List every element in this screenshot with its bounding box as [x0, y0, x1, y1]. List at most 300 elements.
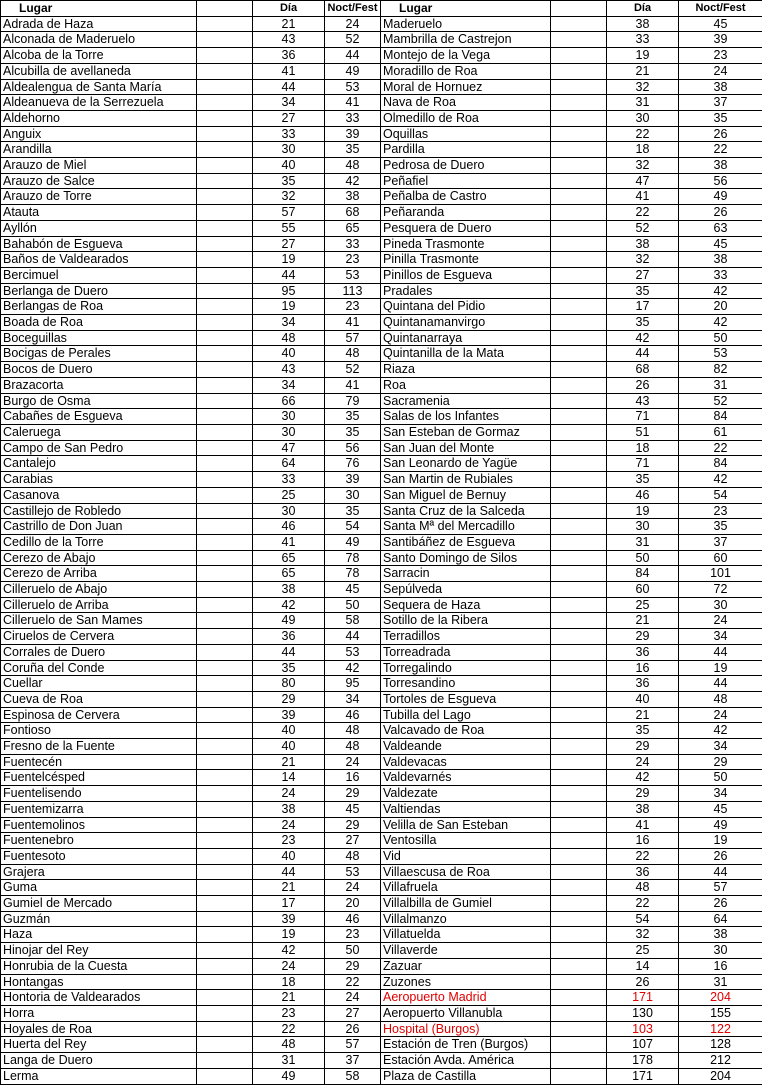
empty-cell [551, 267, 607, 283]
day-rate-cell: 65 [253, 550, 325, 566]
day-rate-cell: 25 [607, 597, 679, 613]
table-row [1, 864, 762, 880]
place-cell: Anguix [1, 126, 197, 142]
day-rate-cell: 32 [253, 189, 325, 205]
night-rate-cell: 155 [679, 1006, 762, 1022]
night-rate-cell: 58 [325, 1068, 381, 1084]
place-cell: Quintanamanvirgo [381, 315, 551, 331]
place-cell: Fontioso [1, 723, 197, 739]
empty-cell [197, 79, 253, 95]
night-rate-cell: 16 [325, 770, 381, 786]
empty-cell [197, 1021, 253, 1037]
night-rate-cell: 49 [679, 189, 762, 205]
day-rate-cell: 38 [607, 16, 679, 32]
night-rate-cell: 41 [325, 377, 381, 393]
empty-cell [551, 644, 607, 660]
empty-cell [551, 1053, 607, 1069]
day-rate-cell: 33 [607, 32, 679, 48]
empty-cell [197, 848, 253, 864]
night-rate-cell: 26 [679, 126, 762, 142]
table-row [1, 205, 762, 221]
place-cell: San Leonardo de Yagüe [381, 456, 551, 472]
night-rate-cell: 52 [679, 393, 762, 409]
place-cell: Arauzo de Miel [1, 158, 197, 174]
empty-cell [551, 48, 607, 64]
place-cell: Quintanilla de la Mata [381, 346, 551, 362]
table-row [1, 597, 762, 613]
empty-cell [551, 189, 607, 205]
night-rate-cell: 113 [325, 283, 381, 299]
day-rate-cell: 21 [607, 707, 679, 723]
empty-cell [197, 597, 253, 613]
day-rate-cell: 16 [607, 660, 679, 676]
header-night-left: Noct/Fest [325, 1, 381, 17]
day-rate-cell: 40 [253, 739, 325, 755]
empty-cell [197, 267, 253, 283]
night-rate-cell: 23 [679, 503, 762, 519]
table-row [1, 896, 762, 912]
place-cell: Atauta [1, 205, 197, 221]
place-cell: Cantalejo [1, 456, 197, 472]
night-rate-cell: 16 [679, 958, 762, 974]
empty-cell [197, 503, 253, 519]
table-row [1, 958, 762, 974]
empty-cell [551, 1037, 607, 1053]
night-rate-cell: 38 [679, 252, 762, 268]
empty-cell [197, 362, 253, 378]
night-rate-cell: 84 [679, 409, 762, 425]
place-cell: Fuentemizarra [1, 801, 197, 817]
night-rate-cell: 53 [325, 864, 381, 880]
empty-cell [551, 519, 607, 535]
night-rate-cell: 26 [679, 205, 762, 221]
night-rate-cell: 72 [679, 582, 762, 598]
place-cell: Pedrosa de Duero [381, 158, 551, 174]
place-cell: Valdezate [381, 786, 551, 802]
table-row [1, 16, 762, 32]
table-row [1, 315, 762, 331]
night-rate-cell: 50 [325, 943, 381, 959]
day-rate-cell: 130 [607, 1006, 679, 1022]
empty-cell [551, 63, 607, 79]
table-row [1, 660, 762, 676]
day-rate-cell: 34 [253, 95, 325, 111]
place-cell: Cerezo de Abajo [1, 550, 197, 566]
place-cell: Hontoria de Valdearados [1, 990, 197, 1006]
day-rate-cell: 18 [607, 142, 679, 158]
night-rate-cell: 34 [679, 739, 762, 755]
night-rate-cell: 56 [679, 173, 762, 189]
day-rate-cell: 44 [253, 644, 325, 660]
day-rate-cell: 34 [253, 377, 325, 393]
place-cell: Mambrilla de Castrejon [381, 32, 551, 48]
table-row [1, 142, 762, 158]
empty-cell [197, 943, 253, 959]
place-cell: Villafruela [381, 880, 551, 896]
night-rate-cell: 29 [679, 754, 762, 770]
empty-cell [551, 566, 607, 582]
table-row [1, 739, 762, 755]
place-cell: Sequera de Haza [381, 597, 551, 613]
day-rate-cell: 43 [253, 32, 325, 48]
night-rate-cell: 48 [325, 346, 381, 362]
empty-cell [197, 629, 253, 645]
night-rate-cell: 46 [325, 707, 381, 723]
empty-cell [551, 770, 607, 786]
night-rate-cell: 44 [679, 644, 762, 660]
empty-cell [197, 676, 253, 692]
day-rate-cell: 26 [607, 377, 679, 393]
place-cell: Sarracin [381, 566, 551, 582]
table-row [1, 550, 762, 566]
place-cell: Peñalba de Castro [381, 189, 551, 205]
empty-cell [551, 990, 607, 1006]
place-cell: Hontangas [1, 974, 197, 990]
night-rate-cell: 24 [325, 990, 381, 1006]
night-rate-cell: 33 [679, 267, 762, 283]
place-cell: Terradillos [381, 629, 551, 645]
night-rate-cell: 34 [325, 691, 381, 707]
place-cell: Fuentesoto [1, 848, 197, 864]
place-cell: Plaza de Castilla [381, 1068, 551, 1084]
day-rate-cell: 27 [253, 110, 325, 126]
empty-cell [197, 1006, 253, 1022]
day-rate-cell: 22 [607, 205, 679, 221]
place-cell: Peñafiel [381, 173, 551, 189]
day-rate-cell: 14 [253, 770, 325, 786]
night-rate-cell: 38 [679, 927, 762, 943]
night-rate-cell: 54 [325, 519, 381, 535]
day-rate-cell: 30 [253, 409, 325, 425]
empty-cell [197, 911, 253, 927]
empty-cell [197, 487, 253, 503]
place-cell: Torreadrada [381, 644, 551, 660]
place-cell: Arandilla [1, 142, 197, 158]
day-rate-cell: 29 [607, 629, 679, 645]
place-cell: Valcavado de Roa [381, 723, 551, 739]
day-rate-cell: 21 [607, 613, 679, 629]
day-rate-cell: 41 [253, 534, 325, 550]
day-rate-cell: 46 [607, 487, 679, 503]
night-rate-cell: 35 [325, 142, 381, 158]
place-cell: Fuentelcésped [1, 770, 197, 786]
night-rate-cell: 34 [679, 786, 762, 802]
empty-cell [197, 786, 253, 802]
night-rate-cell: 23 [325, 927, 381, 943]
night-rate-cell: 95 [325, 676, 381, 692]
table-row [1, 456, 762, 472]
night-rate-cell: 20 [679, 299, 762, 315]
table-body [1, 16, 762, 1084]
night-rate-cell: 19 [679, 833, 762, 849]
place-cell: Castrillo de Don Juan [1, 519, 197, 535]
day-rate-cell: 43 [607, 393, 679, 409]
night-rate-cell: 30 [325, 487, 381, 503]
table-row [1, 927, 762, 943]
table-row [1, 1053, 762, 1069]
empty-cell [551, 126, 607, 142]
day-rate-cell: 35 [607, 283, 679, 299]
place-cell: Guzmán [1, 911, 197, 927]
empty-cell [551, 409, 607, 425]
night-rate-cell: 39 [325, 126, 381, 142]
night-rate-cell: 49 [679, 817, 762, 833]
night-rate-cell: 45 [325, 582, 381, 598]
empty-cell [197, 205, 253, 221]
night-rate-cell: 22 [679, 142, 762, 158]
table-row [1, 110, 762, 126]
empty-cell [197, 283, 253, 299]
night-rate-cell: 42 [679, 472, 762, 488]
place-cell: Santa Cruz de la Salceda [381, 503, 551, 519]
empty-cell [551, 315, 607, 331]
night-rate-cell: 53 [325, 79, 381, 95]
day-rate-cell: 54 [607, 911, 679, 927]
empty-cell [551, 79, 607, 95]
night-rate-cell: 48 [325, 723, 381, 739]
day-rate-cell: 66 [253, 393, 325, 409]
place-cell: Cueva de Roa [1, 691, 197, 707]
empty-cell [197, 440, 253, 456]
place-cell: Santibáñez de Esgueva [381, 534, 551, 550]
empty-cell [197, 660, 253, 676]
day-rate-cell: 52 [607, 220, 679, 236]
night-rate-cell: 35 [325, 409, 381, 425]
table-row [1, 833, 762, 849]
empty-cell [197, 927, 253, 943]
empty-cell [551, 346, 607, 362]
table-row [1, 1021, 762, 1037]
day-rate-cell: 43 [253, 362, 325, 378]
day-rate-cell: 21 [253, 880, 325, 896]
place-cell: Aldehorno [1, 110, 197, 126]
day-rate-cell: 19 [607, 503, 679, 519]
table-row [1, 424, 762, 440]
place-cell: Langa de Duero [1, 1053, 197, 1069]
night-rate-cell: 26 [679, 896, 762, 912]
empty-cell [551, 817, 607, 833]
night-rate-cell: 46 [325, 911, 381, 927]
place-cell: Boada de Roa [1, 315, 197, 331]
empty-cell [197, 723, 253, 739]
day-rate-cell: 60 [607, 582, 679, 598]
place-cell: Sotillo de la Ribera [381, 613, 551, 629]
night-rate-cell: 49 [325, 534, 381, 550]
table-row [1, 691, 762, 707]
place-cell: Olmedillo de Roa [381, 110, 551, 126]
day-rate-cell: 107 [607, 1037, 679, 1053]
place-cell: Espinosa de Cervera [1, 707, 197, 723]
day-rate-cell: 42 [253, 597, 325, 613]
place-cell: Corrales de Duero [1, 644, 197, 660]
empty-cell [197, 566, 253, 582]
place-cell: Villalmanzo [381, 911, 551, 927]
table-row [1, 32, 762, 48]
place-cell: Velilla de San Esteban [381, 817, 551, 833]
place-cell: San Miguel de Bernuy [381, 487, 551, 503]
table-row [1, 236, 762, 252]
place-cell: San Esteban de Gormaz [381, 424, 551, 440]
empty-cell [551, 110, 607, 126]
table-row [1, 566, 762, 582]
place-cell: Moral de Hornuez [381, 79, 551, 95]
empty-cell [551, 754, 607, 770]
header-day-right: Día [607, 1, 679, 17]
day-rate-cell: 42 [607, 330, 679, 346]
empty-cell [197, 48, 253, 64]
day-rate-cell: 35 [607, 315, 679, 331]
day-rate-cell: 36 [253, 629, 325, 645]
night-rate-cell: 27 [325, 833, 381, 849]
empty-cell [197, 330, 253, 346]
header-place-left: Lugar [1, 1, 197, 17]
table-row [1, 283, 762, 299]
place-cell: Torregalindo [381, 660, 551, 676]
empty-cell [197, 990, 253, 1006]
day-rate-cell: 33 [253, 126, 325, 142]
day-rate-cell: 65 [253, 566, 325, 582]
table-row [1, 786, 762, 802]
night-rate-cell: 41 [325, 315, 381, 331]
night-rate-cell: 27 [325, 1006, 381, 1022]
empty-cell [197, 754, 253, 770]
night-rate-cell: 84 [679, 456, 762, 472]
day-rate-cell: 44 [253, 79, 325, 95]
empty-cell [197, 32, 253, 48]
place-cell: Quintana del Pidio [381, 299, 551, 315]
empty-cell [551, 629, 607, 645]
night-rate-cell: 76 [325, 456, 381, 472]
place-cell: Grajera [1, 864, 197, 880]
place-cell: Villatuelda [381, 927, 551, 943]
table-row [1, 582, 762, 598]
place-cell: Arauzo de Salce [1, 173, 197, 189]
table-row [1, 644, 762, 660]
table-row [1, 472, 762, 488]
table-row [1, 377, 762, 393]
night-rate-cell: 23 [325, 252, 381, 268]
night-rate-cell: 23 [679, 48, 762, 64]
day-rate-cell: 38 [607, 801, 679, 817]
night-rate-cell: 48 [679, 691, 762, 707]
day-rate-cell: 38 [607, 236, 679, 252]
day-rate-cell: 40 [607, 691, 679, 707]
table-row [1, 299, 762, 315]
day-rate-cell: 80 [253, 676, 325, 692]
day-rate-cell: 39 [253, 911, 325, 927]
empty-cell [551, 864, 607, 880]
empty-cell [551, 32, 607, 48]
place-cell: Hinojar del Rey [1, 943, 197, 959]
place-cell: Berlangas de Roa [1, 299, 197, 315]
empty-cell [197, 880, 253, 896]
night-rate-cell: 54 [679, 487, 762, 503]
place-cell: Salas de los Infantes [381, 409, 551, 425]
place-cell: Pradales [381, 283, 551, 299]
day-rate-cell: 18 [607, 440, 679, 456]
header-gap-right [551, 1, 607, 17]
night-rate-cell: 52 [325, 32, 381, 48]
empty-cell [551, 707, 607, 723]
empty-cell [551, 393, 607, 409]
empty-cell [197, 1068, 253, 1084]
day-rate-cell: 29 [253, 691, 325, 707]
night-rate-cell: 49 [325, 63, 381, 79]
place-cell: Villaescusa de Roa [381, 864, 551, 880]
night-rate-cell: 128 [679, 1037, 762, 1053]
day-rate-cell: 22 [253, 1021, 325, 1037]
place-cell: Cilleruelo de Abajo [1, 582, 197, 598]
night-rate-cell: 212 [679, 1053, 762, 1069]
table-row [1, 487, 762, 503]
night-rate-cell: 45 [679, 236, 762, 252]
day-rate-cell: 48 [607, 880, 679, 896]
night-rate-cell: 19 [679, 660, 762, 676]
empty-cell [551, 299, 607, 315]
night-rate-cell: 50 [679, 330, 762, 346]
place-cell: Tortoles de Esgueva [381, 691, 551, 707]
empty-cell [197, 534, 253, 550]
night-rate-cell: 48 [325, 848, 381, 864]
night-rate-cell: 79 [325, 393, 381, 409]
table-row [1, 613, 762, 629]
empty-cell [551, 472, 607, 488]
day-rate-cell: 19 [253, 299, 325, 315]
night-rate-cell: 38 [679, 158, 762, 174]
night-rate-cell: 42 [325, 660, 381, 676]
day-rate-cell: 49 [253, 613, 325, 629]
day-rate-cell: 14 [607, 958, 679, 974]
empty-cell [197, 833, 253, 849]
table-row [1, 676, 762, 692]
night-rate-cell: 56 [325, 440, 381, 456]
night-rate-cell: 38 [325, 189, 381, 205]
table-row [1, 707, 762, 723]
place-cell: Pesquera de Duero [381, 220, 551, 236]
place-cell: Riaza [381, 362, 551, 378]
table-row [1, 393, 762, 409]
place-cell: Ciruelos de Cervera [1, 629, 197, 645]
empty-cell [197, 691, 253, 707]
empty-cell [551, 377, 607, 393]
night-rate-cell: 24 [679, 707, 762, 723]
place-cell: Aeropuerto Villanubla [381, 1006, 551, 1022]
table-row [1, 519, 762, 535]
table-row [1, 990, 762, 1006]
day-rate-cell: 27 [253, 236, 325, 252]
day-rate-cell: 19 [253, 252, 325, 268]
place-cell: Pardilla [381, 142, 551, 158]
empty-cell [197, 377, 253, 393]
day-rate-cell: 57 [253, 205, 325, 221]
empty-cell [551, 16, 607, 32]
empty-cell [197, 424, 253, 440]
empty-cell [197, 644, 253, 660]
night-rate-cell: 20 [325, 896, 381, 912]
empty-cell [551, 456, 607, 472]
day-rate-cell: 40 [253, 848, 325, 864]
place-cell: Fuentenebro [1, 833, 197, 849]
empty-cell [197, 550, 253, 566]
place-cell: Cabañes de Esgueva [1, 409, 197, 425]
night-rate-cell: 52 [325, 362, 381, 378]
night-rate-cell: 22 [679, 440, 762, 456]
night-rate-cell: 24 [679, 63, 762, 79]
night-rate-cell: 37 [325, 1053, 381, 1069]
night-rate-cell: 42 [679, 723, 762, 739]
night-rate-cell: 41 [325, 95, 381, 111]
night-rate-cell: 63 [679, 220, 762, 236]
